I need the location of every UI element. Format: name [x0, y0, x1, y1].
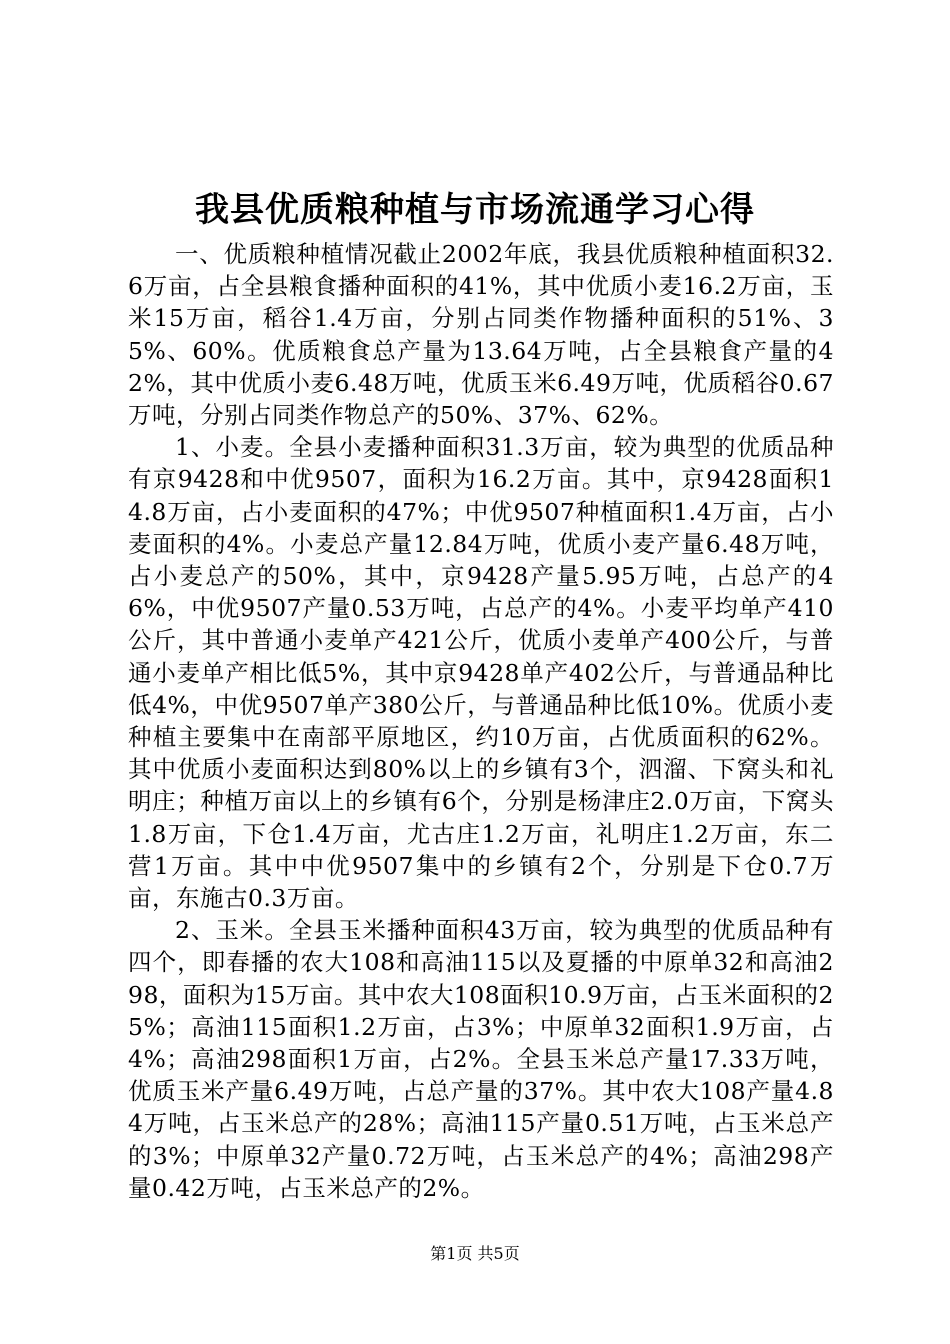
paragraph-corn: 2、玉米。全县玉米播种面积43万亩，较为典型的优质品种有四个，即春播的农大108和高油115以及夏播的中原单32和高油298，面积为15万亩。其中农大108面积10.9万亩，占玉米面积的25%；高油115面积1.2万亩，占3%；中原单32面积1.9万亩，占4%；高油298面积1万亩，占2%。全县玉米总产量17.33万吨，优质玉米产量6.49万吨，占总产量的37%。其中农大108产量4.84万吨，占玉米总产的28%；高油115产量0.51万吨，占玉米总产的3%；中原单32产量0.72万吨，占玉米总产的4%；高油298产量0.42万吨，占玉米总产的2%。 — [128, 916, 834, 1202]
document-title: 我县优质粮种植与市场流通学习心得 — [195, 190, 755, 230]
paragraph-overview: 一、优质粮种植情况截止2002年底，我县优质粮种植面积32.6万亩，占全县粮食播种面积的41%，其中优质小麦16.2万亩，玉米15万亩，稻谷1.4万亩，分别占同类作物播种面积的51%、35%、60%。优质粮食总产量为13.64万吨，占全县粮食产量的42%，其中优质小麦6.48万吨，优质玉米6.49万吨，优质稻谷0.67万吨，分别占同类作物总产的50%、37%、62%。 — [128, 240, 834, 430]
page-footer: 第1页 共5页 — [430, 1244, 520, 1263]
document-body — [128, 238, 834, 1204]
paragraph-wheat: 1、小麦。全县小麦播种面积31.3万亩，较为典型的优质品种有京9428和中优9507，面积为16.2万亩。其中，京9428面积14.8万亩，占小麦面积的47%；中优9507种植面积1.4万亩，占小麦面积的4%。小麦总产量12.84万吨，优质小麦产量6.48万吨，占小麦总产的50%，其中，京9428产量5.95万吨，占总产的46%，中优9507产量0.53万吨，占总产的4%。小麦平均单产410公斤，其中普通小麦单产421公斤，优质小麦单产400公斤，与普通小麦单产相比低5%，其中京9428单产402公斤，与普通品种比低4%，中优9507单产380公斤，与普通品种比低10%。优质小麦种植主要集中在南部平原地区，约10万亩，占优质面积的62%。其中优质小麦面积达到80%以上的乡镇有3个，泗溜、下窝头和礼明庄；种植万亩以上的乡镇有6个，分别是杨津庄2.0万亩，下窝头1.8万亩，下仓1.4万亩，尤古庄1.2万亩，礼明庄1.2万亩，东二营1万亩。其中中优9507集中的乡镇有2个，分别是下仓0.7万亩，东施古0.3万亩。 — [128, 433, 834, 913]
